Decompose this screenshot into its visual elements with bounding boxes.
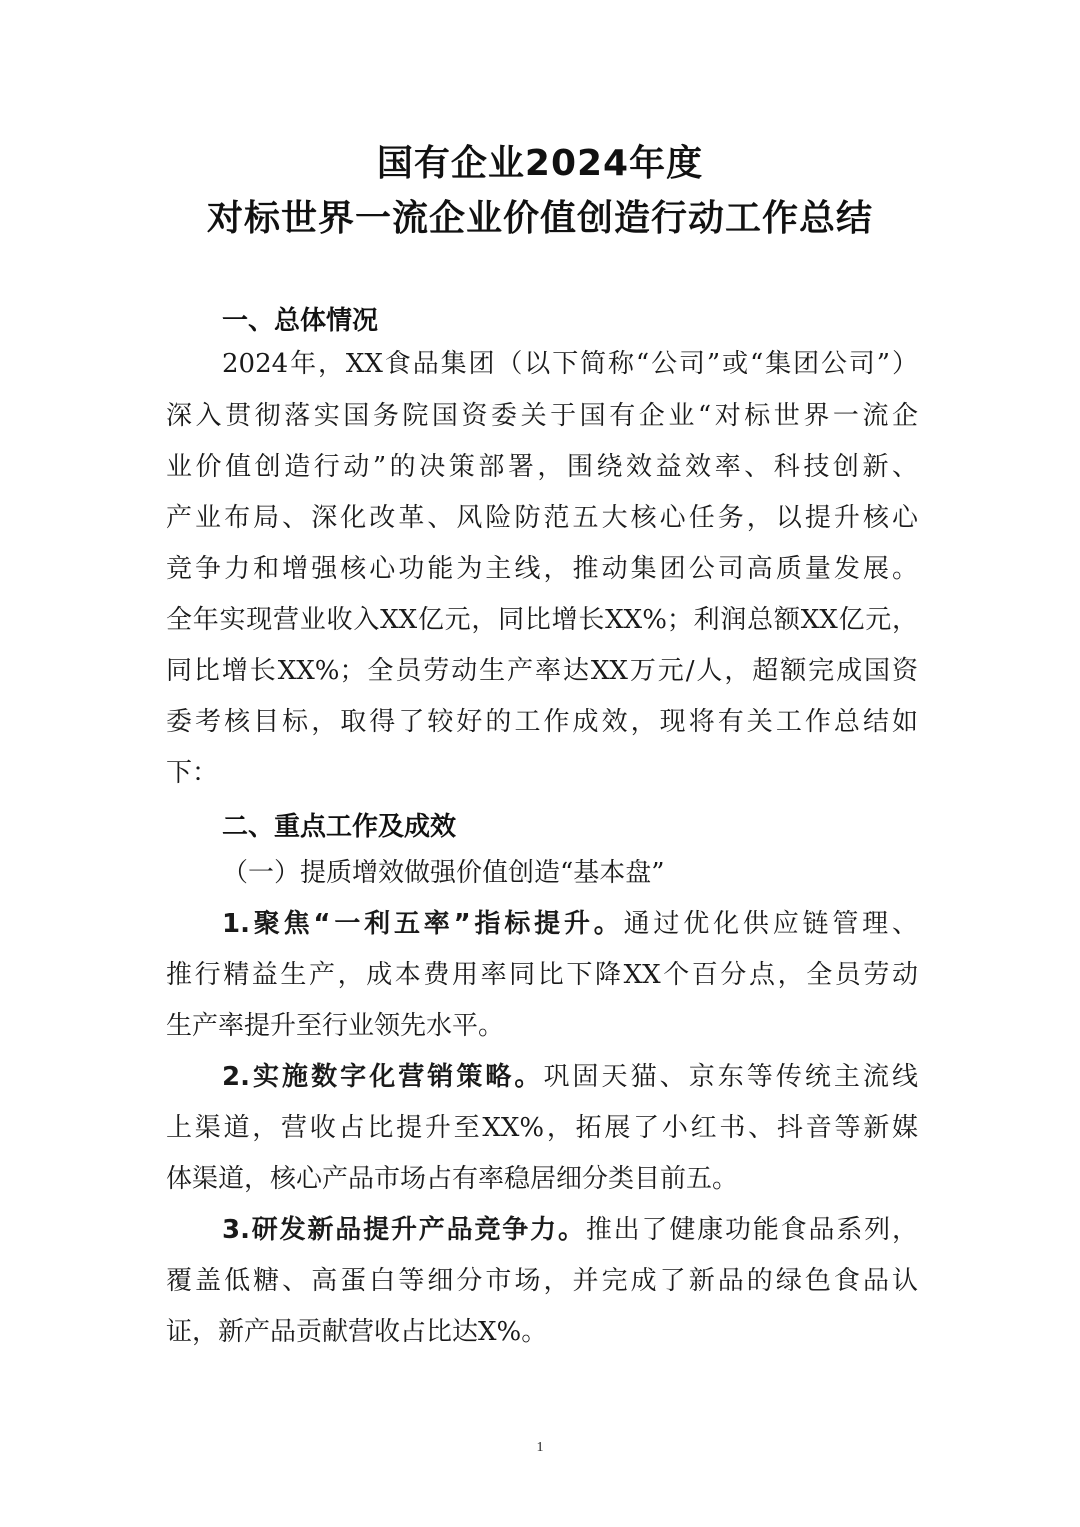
subsection-heading: （一）提质增效做强价值创造“基本盘” xyxy=(222,858,665,888)
paragraph-line: 委考核目标，取得了较好的工作成效，现将有关工作总结如 xyxy=(166,707,918,737)
item-2-line-1 xyxy=(222,1061,918,1093)
item-3-line-1 xyxy=(222,1214,918,1246)
item-3-line-3: 证，新产品贡献营收占比达X%。 xyxy=(166,1317,548,1347)
paragraph-line: 竞争力和增强核心功能为主线，推动集团公司高质量发展。 xyxy=(166,554,918,584)
item-1-line-2: 推行精益生产，成本费用率同比下降XX个百分点，全员劳动 xyxy=(166,960,918,990)
item-1-line-1 xyxy=(222,908,918,940)
item-2-line-2: 上渠道，营收占比提升至XX%，拓展了小红书、抖音等新媒 xyxy=(166,1113,918,1143)
paragraph-line: 全年实现营业收入XX亿元，同比增长XX%；利润总额XX亿元， xyxy=(166,605,918,635)
section-2-heading: 二、重点工作及成效 xyxy=(222,812,457,842)
paragraph-line: 2024年，XX食品集团（以下简称“公司”或“集团公司”） xyxy=(222,349,918,379)
item-3-lead: 3.研发新品提升产品竞争力。 xyxy=(222,1215,586,1245)
item-2-lead: 2.实施数字化营销策略。 xyxy=(222,1062,544,1092)
item-2-line-3: 体渠道，核心产品市场占有率稳居细分类目前五。 xyxy=(166,1164,739,1194)
paragraph-line: 业价值创造行动”的决策部署，围绕效益效率、科技创新、 xyxy=(166,452,918,482)
paragraph-line: 深入贯彻落实国务院国资委关于国有企业“对标世界一流企 xyxy=(166,401,918,431)
item-1-lead: 1.聚焦“一利五率”指标提升。 xyxy=(222,909,624,939)
item-2-text: 巩固天猫、京东等传统主流线 xyxy=(543,1062,918,1092)
item-1-text: 通过优化供应链管理、 xyxy=(623,909,918,939)
paragraph-line: 下： xyxy=(166,758,219,788)
page-number: 1 xyxy=(536,1440,544,1455)
paragraph-line: 同比增长XX%；全员劳动生产率达XX万元/人，超额完成国资 xyxy=(166,656,918,686)
document-title-line-2: 对标世界一流企业价值创造行动工作总结 xyxy=(206,198,873,239)
document-title-line-1: 国有企业2024年度 xyxy=(376,143,704,184)
section-1-heading: 一、总体情况 xyxy=(222,306,379,336)
item-3-text: 推出了健康功能食品系列， xyxy=(585,1215,918,1245)
paragraph-line: 产业布局、深化改革、风险防范五大核心任务，以提升核心 xyxy=(166,503,918,533)
item-1-line-3: 生产率提升至行业领先水平。 xyxy=(166,1011,505,1041)
item-3-line-2: 覆盖低糖、高蛋白等细分市场，并完成了新品的绿色食品认 xyxy=(166,1266,918,1296)
